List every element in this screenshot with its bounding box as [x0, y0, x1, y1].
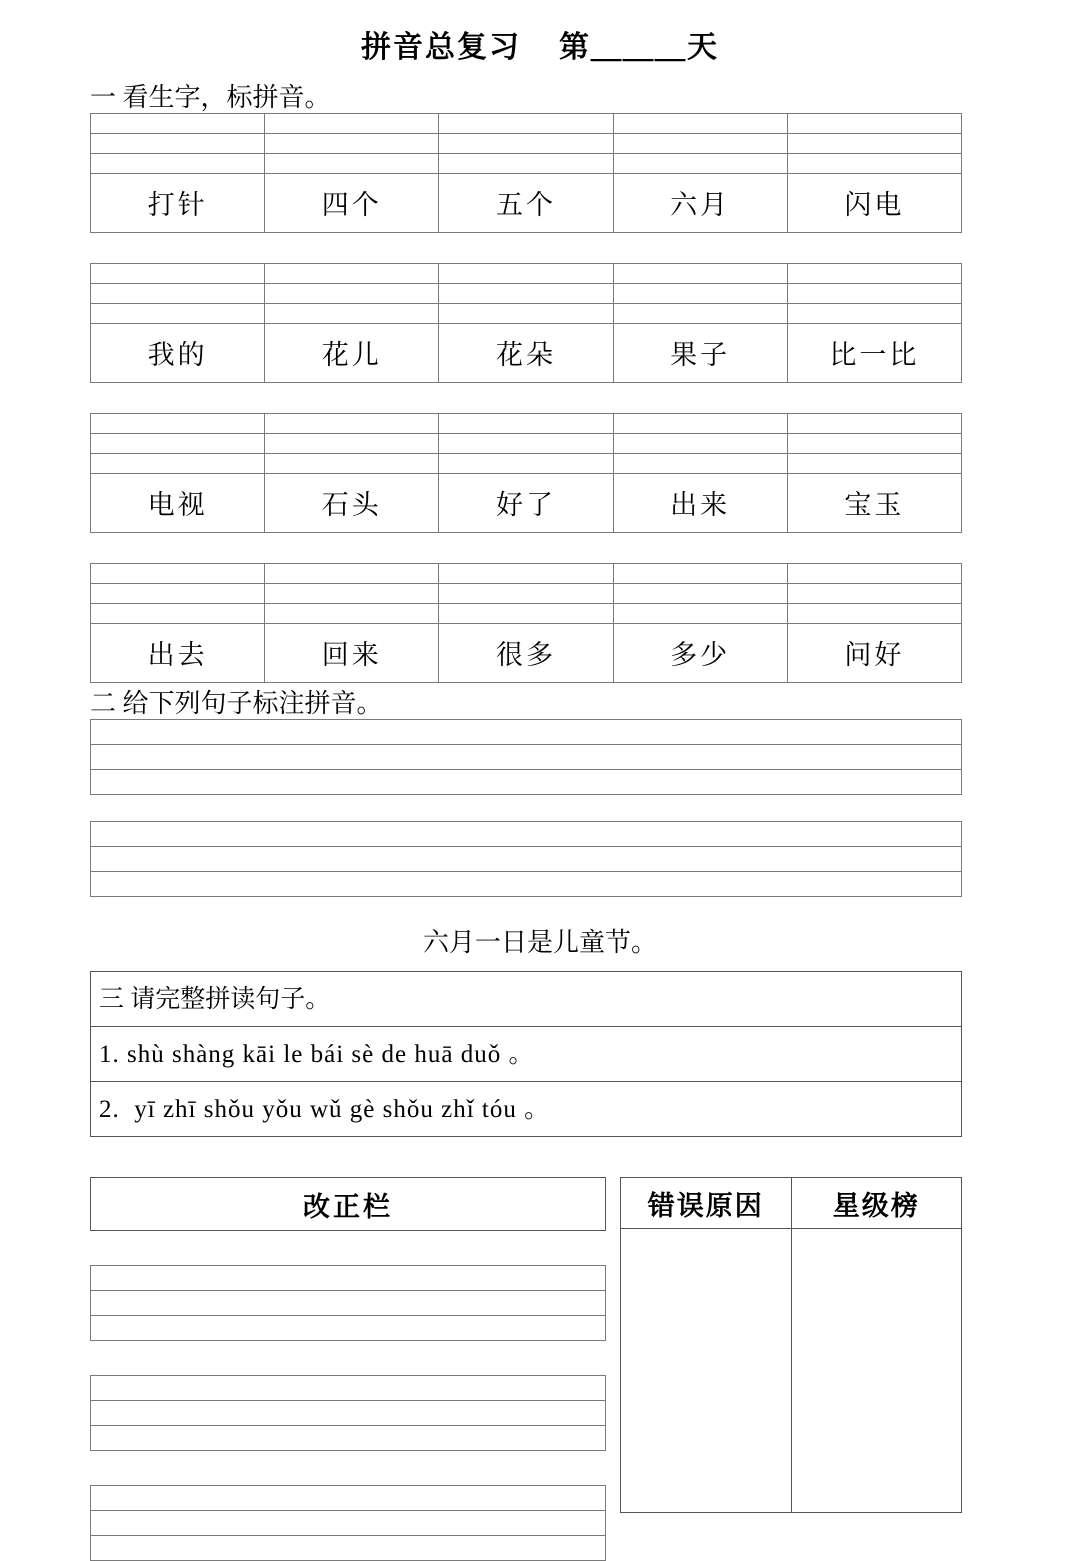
writing-cell[interactable]	[613, 453, 787, 473]
writing-cell[interactable]	[265, 153, 439, 173]
blank-line-row	[91, 769, 962, 794]
writing-cell[interactable]	[91, 563, 265, 583]
correction-header-table	[90, 1177, 606, 1231]
word-cell: 宝玉	[787, 473, 961, 532]
writing-cell[interactable]	[91, 303, 265, 323]
writing-cell[interactable]	[265, 603, 439, 623]
word-table-2	[90, 263, 962, 383]
correction-lines-block-2	[90, 1375, 606, 1451]
writing-cell[interactable]	[613, 133, 787, 153]
writing-cell[interactable]	[787, 583, 961, 603]
section-one-heading: 一 看生字，标拼音。	[90, 83, 331, 112]
correction-column	[90, 1177, 606, 1561]
correction-lines-block-3	[90, 1485, 606, 1561]
writing-cell[interactable]	[439, 433, 613, 453]
writing-cell[interactable]	[787, 113, 961, 133]
word-cell: 闪电	[787, 173, 961, 232]
word-table-1	[90, 113, 962, 233]
blank-line-row	[91, 1511, 606, 1536]
writing-cell[interactable]	[787, 413, 961, 433]
word-cell: 我的	[91, 323, 265, 382]
block-gap	[0, 897, 1080, 929]
blank-line-row	[91, 1486, 606, 1511]
writing-cell[interactable]	[439, 113, 613, 133]
writing-cell[interactable]	[613, 413, 787, 433]
block-gap	[0, 795, 1080, 821]
word-cell: 问好	[787, 623, 961, 682]
writing-cell[interactable]	[91, 153, 265, 173]
writing-cell[interactable]	[91, 583, 265, 603]
writing-cell[interactable]	[265, 303, 439, 323]
writing-line-row	[91, 563, 962, 583]
word-cell: 花朵	[439, 323, 613, 382]
blank-line-row	[91, 1376, 606, 1401]
writing-cell[interactable]	[613, 303, 787, 323]
writing-cell[interactable]	[787, 603, 961, 623]
blank-line[interactable]	[91, 1536, 606, 1561]
blank-line[interactable]	[91, 1486, 606, 1511]
blank-line[interactable]	[91, 1266, 606, 1291]
writing-cell[interactable]	[613, 583, 787, 603]
writing-cell[interactable]	[787, 263, 961, 283]
blank-line[interactable]	[91, 871, 962, 896]
word-cell: 回来	[265, 623, 439, 682]
writing-line-row	[91, 153, 962, 173]
writing-cell[interactable]	[787, 433, 961, 453]
writing-cell[interactable]	[439, 603, 613, 623]
writing-cell[interactable]	[265, 563, 439, 583]
reason-star-body-row	[621, 1229, 962, 1513]
writing-line-row	[91, 583, 962, 603]
writing-cell[interactable]	[265, 453, 439, 473]
blank-line-row	[91, 871, 962, 896]
word-cell: 五个	[439, 173, 613, 232]
writing-cell[interactable]	[265, 133, 439, 153]
writing-cell[interactable]	[265, 433, 439, 453]
writing-cell[interactable]	[265, 283, 439, 303]
blank-line-row	[91, 1401, 606, 1426]
blank-line[interactable]	[91, 769, 962, 794]
page-title: 拼音总复习 第＿＿＿天	[361, 31, 719, 64]
word-cell: 比一比	[787, 323, 961, 382]
blank-line-row	[91, 719, 962, 744]
writing-line-row	[91, 263, 962, 283]
writing-cell[interactable]	[91, 283, 265, 303]
blank-line-row	[91, 821, 962, 846]
word-cell: 花儿	[265, 323, 439, 382]
writing-cell[interactable]	[439, 453, 613, 473]
blank-line[interactable]	[91, 1401, 606, 1426]
table-gap	[0, 383, 1080, 413]
writing-line-row	[91, 303, 962, 323]
word-cell: 出去	[91, 623, 265, 682]
writing-line-row	[91, 413, 962, 433]
sample-sentence: 六月一日是儿童节。	[422, 927, 657, 957]
writing-line-row	[91, 433, 962, 453]
writing-cell[interactable]	[91, 133, 265, 153]
writing-cell[interactable]	[91, 413, 265, 433]
writing-cell[interactable]	[265, 583, 439, 603]
word-table-3	[90, 413, 962, 533]
blank-line[interactable]	[91, 1376, 606, 1401]
word-cell: 电视	[91, 473, 265, 532]
blank-line-row	[91, 846, 962, 871]
writing-cell[interactable]	[787, 283, 961, 303]
word-cell: 很多	[439, 623, 613, 682]
writing-cell[interactable]	[439, 583, 613, 603]
writing-line-row	[91, 603, 962, 623]
writing-cell[interactable]	[613, 153, 787, 173]
writing-cell[interactable]	[91, 113, 265, 133]
writing-cell[interactable]	[265, 413, 439, 433]
word-cell: 多少	[613, 623, 787, 682]
bottom-area	[0, 1177, 1080, 1517]
reason-star-header-row	[621, 1178, 962, 1229]
section-three-heading-row	[91, 972, 962, 1027]
blank-line-row	[91, 1266, 606, 1291]
star-body-cell[interactable]	[791, 1229, 962, 1513]
blank-line-row	[91, 1426, 606, 1451]
block-gap	[0, 957, 1080, 971]
word-row	[91, 323, 962, 382]
blank-line[interactable]	[91, 821, 962, 846]
section-three-heading: 三 请完整拼读句子。	[91, 972, 962, 1027]
word-row	[91, 173, 962, 232]
writing-cell[interactable]	[787, 153, 961, 173]
word-cell: 打针	[91, 173, 265, 232]
writing-cell[interactable]	[787, 453, 961, 473]
blank-line[interactable]	[91, 744, 962, 769]
section-two-heading: 二 给下列句子标注拼音。	[90, 688, 383, 718]
writing-line-row	[91, 133, 962, 153]
pinyin-sentence-row	[91, 1027, 962, 1082]
blank-line-row	[91, 1536, 606, 1561]
blank-line[interactable]	[91, 1511, 606, 1536]
section-three-table	[90, 971, 962, 1137]
reason-star-table	[620, 1177, 962, 1513]
blank-line-row	[91, 1291, 606, 1316]
word-row	[91, 623, 962, 682]
writing-cell[interactable]	[613, 113, 787, 133]
reason-column	[620, 1177, 962, 1513]
writing-cell[interactable]	[787, 133, 961, 153]
writing-cell[interactable]	[91, 263, 265, 283]
pinyin-lines-block-1	[90, 719, 962, 795]
blank-line[interactable]	[91, 1291, 606, 1316]
reason-header: 错误原因	[621, 1178, 792, 1229]
word-row	[91, 473, 962, 532]
writing-cell[interactable]	[613, 563, 787, 583]
word-table-4	[90, 563, 962, 683]
word-cell: 出来	[613, 473, 787, 532]
writing-line-row	[91, 283, 962, 303]
star-header: 星级榜	[791, 1178, 962, 1229]
blank-line[interactable]	[91, 1316, 606, 1341]
writing-cell[interactable]	[439, 263, 613, 283]
writing-line-row	[91, 113, 962, 133]
reason-body-cell[interactable]	[621, 1229, 792, 1513]
writing-line-row	[91, 453, 962, 473]
writing-cell[interactable]	[613, 433, 787, 453]
word-cell: 四个	[265, 173, 439, 232]
writing-cell[interactable]	[91, 433, 265, 453]
pinyin-sentence-2: 2. yī zhī shǒu yǒu wǔ gè shǒu zhǐ tóu 。	[91, 1082, 962, 1137]
word-cell: 六月	[613, 173, 787, 232]
word-cell: 石头	[265, 473, 439, 532]
blank-line[interactable]	[91, 846, 962, 871]
writing-cell[interactable]	[439, 303, 613, 323]
writing-cell[interactable]	[613, 263, 787, 283]
writing-cell[interactable]	[439, 153, 613, 173]
pinyin-sentence-1: 1. shù shàng kāi le bái sè de huā duǒ 。	[91, 1027, 962, 1082]
blank-line-row	[91, 744, 962, 769]
pinyin-sentence-row	[91, 1082, 962, 1137]
table-gap	[0, 233, 1080, 263]
writing-cell[interactable]	[265, 263, 439, 283]
word-cell: 果子	[613, 323, 787, 382]
pinyin-lines-block-2	[90, 821, 962, 897]
word-tables-container	[0, 113, 1080, 683]
blank-line[interactable]	[91, 1426, 606, 1451]
writing-cell[interactable]	[439, 563, 613, 583]
writing-cell[interactable]	[439, 413, 613, 433]
writing-cell[interactable]	[265, 113, 439, 133]
writing-cell[interactable]	[91, 603, 265, 623]
correction-header-row	[91, 1178, 606, 1231]
correction-lines-block-1	[90, 1265, 606, 1341]
blank-line-row	[91, 1316, 606, 1341]
table-gap	[0, 533, 1080, 563]
writing-cell[interactable]	[439, 283, 613, 303]
blank-line[interactable]	[91, 719, 962, 744]
word-cell: 好了	[439, 473, 613, 532]
correction-header: 改正栏	[91, 1178, 606, 1231]
writing-cell[interactable]	[439, 133, 613, 153]
writing-cell[interactable]	[91, 453, 265, 473]
writing-cell[interactable]	[613, 283, 787, 303]
writing-cell[interactable]	[787, 303, 961, 323]
writing-cell[interactable]	[787, 563, 961, 583]
writing-cell[interactable]	[613, 603, 787, 623]
